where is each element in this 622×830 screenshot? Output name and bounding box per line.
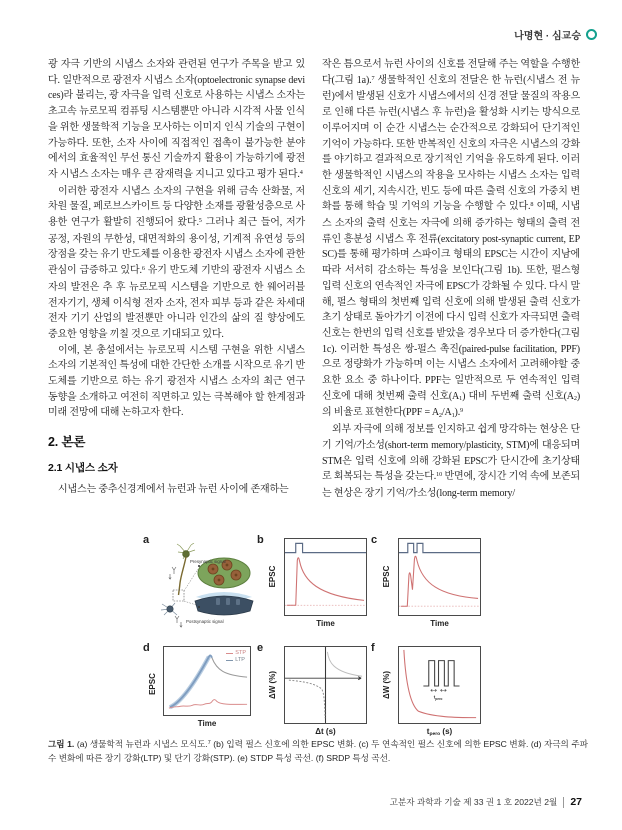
panel-f-plot	[398, 646, 481, 724]
left-column	[48, 57, 305, 497]
panel-b-plot	[284, 538, 367, 616]
stdp-potentiation-curve	[327, 652, 362, 676]
panel-label-e: e	[257, 642, 264, 654]
subsection-heading: 2.1 시냅스 소자	[48, 461, 118, 474]
page-number: 27	[570, 796, 582, 808]
paragraph: 광 자극 기반의 시냅스 소자와 관련된 연구가 주목을 받고 있다. 일반적으로 광전자 시냅스 소자(optoelectronic synapse devices)라 불리는, 광 자극을 입력 신호로 사용하는 시냅스 소자는 초고속 뉴로모픽 컴퓨팅 시스템뿐만 아니라 시각적 사물 인식을 위한 생물학적 기능을 모사하는 이미지 인식 기술의 구현이 가능하다. 또한, 소자 사이에 직접적인 접촉이 불가능한 분야에서의 효율적인 무선 통신 기술까지 활용이 가능하기에 광전자 시냅스 소자는 매우 큰 잠재력을 지니고 있다고 평가 된다.$^4$	[48, 59, 305, 180]
interval-arrow	[431, 689, 437, 691]
srdp-decay-curve	[404, 650, 476, 718]
postsynaptic-terminal	[195, 596, 253, 615]
panel-label-f: f	[371, 642, 375, 654]
paragraph: 작은 틈으로서 뉴런 사이의 신호를 전달해 주는 역할을 수행한다(그림 1a).$^7$ 생물학적인 신호의 전달은 한 뉴런(시냅스 전 뉴런)에서 발생된 신호가 시냅스에서의 신경 전달 물질의 작용으로 인해 다른 뉴런(시냅스 후 뉴런)을 활성화 시키는 방식으로 이루어지며 이 순간 시냅스는 순간적으로 강화되어 단기적인 기억이 가능하다. 또한 반복적인 신호의 자극은 시냅스의 강화를 야기하고 결과적으로 장기적인 기억을 유도하게 된다. 이러한 생물학적인 시냅스의 작용을 모사하는 시냅스 소자는 입력신호의 세기, 지속시간, 빈도 등에 따른 출력 신호의 가중치 변화를 통해 학습 및 기억의 기능을 수행할 수 있다.$^8$ 이때, 시냅스 소자의 출력 신호는 자극에 의해 증가하는 형태의 출력 전류인 흥분성 시냅스 후 전류(excitatory post-synaptic current, EPSC)를 통해 평가하며 스파이크 형태의 EPSC는 시간이 지남에 따라 서서히 감소하는 특성을 보인다(그림 1b). 또한, 펄스형 입력 신호의 연속적인 자극에 EPSC가 강화될 수 있다. 다시 말해, 펄스 형태의 첫번째 입력 신호에 의해 발생된 출력 신호가 초기 상태로 돌아가기 이전에 다시 입력 신호가 자극되면 출력 신호는 한번의 입력 신호를 받았을 경우보다 더 증가한다(그림 1c). 이러한 특성은 쌍-펄스 촉진(paired-pulse facilitation, PPF)으로 정량화가 가능하며 이는 시냅스 소자에서 고려해야할 중요한 요소 중 하나이다. PPF는 일반적으로 두 연속적인 입력 신호에 대해 첫번째 출력 신호$(A_1)$ 대비 두번째 출력 신호$(A_2)$의 비율로 표현한다$(PPF = A_2/A_1).^9$	[322, 59, 580, 420]
ltp-rise-curve	[170, 655, 212, 707]
page-footer	[390, 796, 582, 808]
panel-e-plot	[284, 646, 367, 724]
panel-d-legend	[226, 650, 246, 664]
panel-f-ylabel: ΔW (%)	[382, 671, 391, 699]
panel-d-ylabel: EPSC	[148, 673, 157, 695]
paragraph: 이러한 광전자 시냅스 소자의 구현을 위해 금속 산화물, 저차원 물질, 페로브스카이트 등 다양한 소재를 광활성층으로 사용한 연구가 활발히 진행되어 왔다.$^5$ 그러나 최근 들어, 저가 공정, 자원의 무한성, 대면적화의 용이성, 기계적 유연성 등의 장점을 갖는 유기 반도체를 이용한 광전자 시냅스 소자에 관한 관심이 급증하고 있다.$^6$ 유기 반도체 기반의 광전자 시냅스 소자의 발전은 추 후 뉴로모픽 시스템을 기반으로 한 웨어러블 전자기기, 생체 이식형 전자 소자, 전자 피부 등과 같은 차세대 전자 기기 산업의 발전뿐만 아니라 인간의 삶의 질 향상에도 중요한 영향을 끼칠 것으로 기대되고 있다.	[48, 185, 306, 340]
author-mark-icon	[586, 29, 597, 40]
header-authors	[514, 27, 597, 42]
postsynaptic-neuron-soma	[167, 606, 173, 612]
journal-info: 고분자 과학과 기술 제 33 권 1 호 2022년 2월	[389, 797, 558, 807]
ltp-halo	[170, 657, 209, 708]
footer-divider	[563, 797, 564, 808]
panel-e-ylabel: ΔW (%)	[268, 671, 277, 699]
panel-label-a: a	[143, 534, 150, 546]
panel-b-ylabel: EPSC	[268, 565, 277, 588]
panel-c-plot	[398, 538, 481, 616]
panel-c-xlabel: Time	[430, 619, 449, 628]
presynaptic-neuron-soma	[183, 551, 190, 558]
panel-d-xlabel: Time	[197, 719, 217, 728]
panel-f-xlabel: $t_{pero}$ (s)	[426, 727, 453, 738]
stdp-depression-curve	[289, 680, 325, 718]
paragraph: 이에, 본 총설에서는 뉴로모픽 시스템 구현을 위한 시냅스 소자의 기본적인 특성에 대한 간단한 소개를 시작으로 유기 반도체를 기반으로 하는 유기 광전자 시냅스 소자의 최근 연구 동향을 소개하고 여전히 직면하고 있는 극복해야 할 한계점과 미래 전망에 대해 논하고자 한다.	[48, 344, 305, 419]
figure-caption: 그림 1. (a) 생물학적 뉴런과 시냅스 모식도.$^7$ (b) 입력 펄스 신호에 의한 EPSC 변화. (c) 두 연속적인 펄스 신호에 의한 EPSC 변화. (d) 자극의 주파수 변화에 따른 장기 강화(LTP) 및 단기 강화(STP). (e) STDP 특성 곡선. (f) SRDP 특성 곡선.	[48, 739, 588, 763]
paragraph: 시냅스는 중추신경계에서 뉴런과 뉴런 사이에 존재하는	[58, 483, 289, 495]
epsc-curve	[401, 556, 478, 606]
panel-d-plot	[163, 646, 251, 716]
stdp-horizontal-axis	[285, 677, 361, 680]
paragraph: 외부 자극에 의해 정보를 인지하고 쉽게 망각하는 현상은 단기 기억/가소성(short-term memory/plasticity, STM)에 대응되며 STM은 입력 신호에 의해 강화된 EPSC가 단시간에 초기상태로 회복되는 특성을 갖는다.$^{10}$ 반면에, 장시간 기억 속에 보존되는 현상은 장기 기억/가소성(long-term memory/	[322, 424, 581, 499]
input-pulse-trace	[399, 543, 480, 552]
section-heading: 2. 본론	[48, 435, 86, 450]
neuron-synapse-drawing	[150, 543, 258, 633]
presynaptic-signal-label: Presynaptic signal	[190, 559, 226, 564]
panel-c-ylabel: EPSC	[382, 565, 391, 588]
author-names: 나명현 · 심교승	[514, 31, 581, 42]
axon	[179, 557, 187, 595]
legend-stp: STP	[235, 650, 246, 656]
input-pulse-trace	[285, 543, 366, 552]
panel-b-xlabel: Time	[316, 619, 335, 628]
panel-label-d: d	[143, 642, 150, 654]
epsc-curve	[287, 558, 364, 606]
postsynaptic-signal-label: Postsynaptic signal	[186, 619, 224, 624]
panel-label-c: c	[371, 534, 378, 546]
panel-label-b: b	[257, 534, 264, 546]
interval-arrow	[440, 689, 446, 691]
panel-e-xlabel: Δt (s)	[315, 727, 336, 736]
right-column	[322, 57, 580, 502]
inset-interval-label: $t_{pero}$	[433, 695, 443, 701]
legend-ltp: LTP	[235, 657, 245, 663]
panel-a-illustration	[150, 543, 258, 633]
pulse-train-inset	[423, 661, 459, 686]
